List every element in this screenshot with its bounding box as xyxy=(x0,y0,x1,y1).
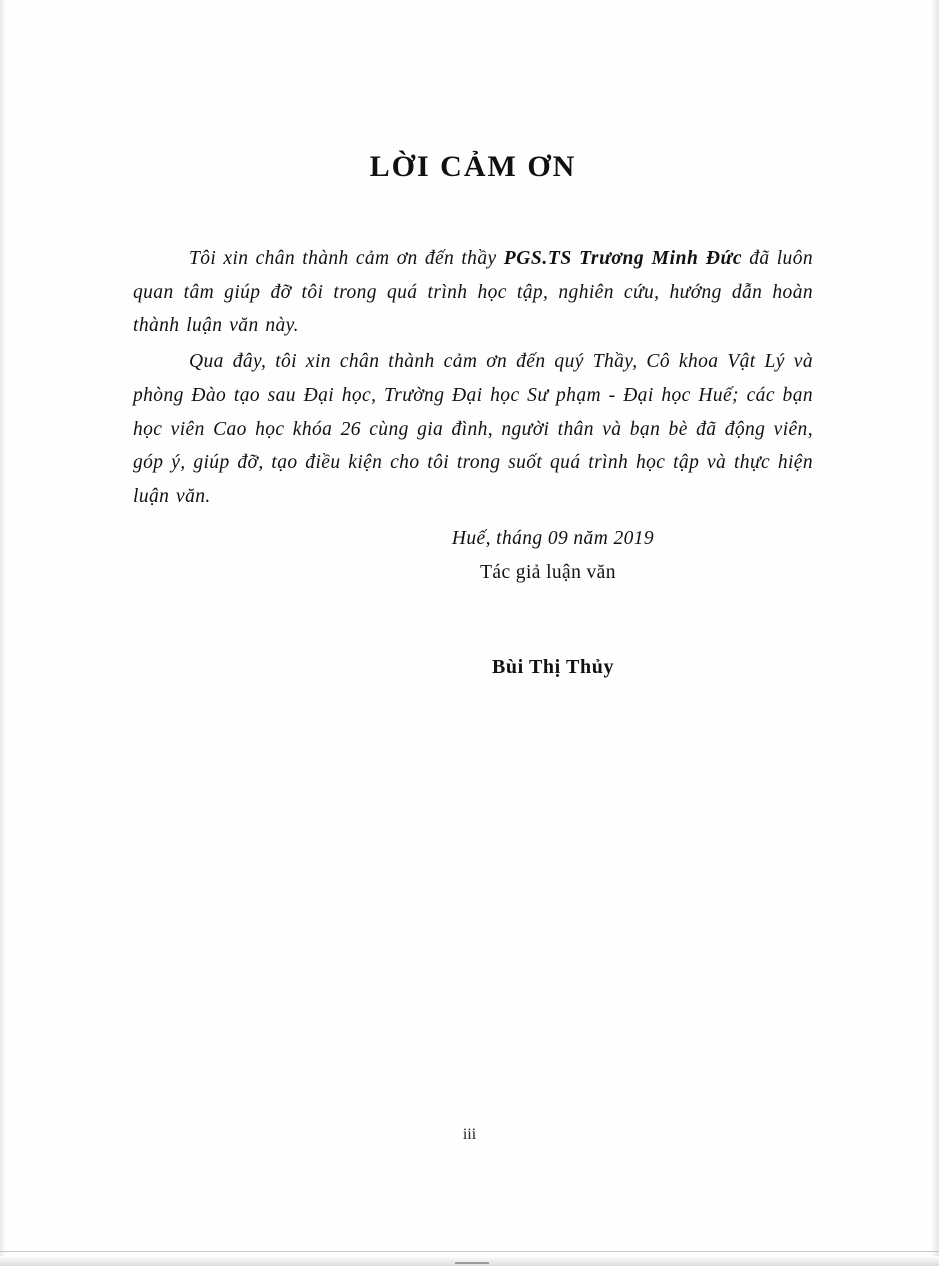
page-title: LỜI CẢM ƠN xyxy=(369,150,577,183)
scan-edge-right xyxy=(931,0,939,1266)
paragraph-acknowledgement-second: Qua đây, tôi xin chân thành cảm ơn đến quý Thầy, Cô khoa Vật Lý và phòng Đào tạo sau Đại học, Trường Đại học Sư phạm - Đại học Huế; các bạn học viên Cao học khóa 26 cùng gia đình, người thân và bạn bè đã động viên, góp ý, giúp đỡ, tạo điều kiện cho tôi trong suốt quá trình học tập và thực hiện luận văn. xyxy=(133,351,813,508)
closing-place-date: Huế, tháng 09 năm 2019 xyxy=(451,527,655,549)
closing-role: Tác giả luận văn xyxy=(480,562,616,583)
page-bottom-rule xyxy=(0,1251,939,1252)
paragraph-text-before-emphasis: Tôi xin chân thành cảm ơn đến thầy xyxy=(189,248,504,269)
document-body xyxy=(133,150,813,679)
paragraph-acknowledgement-first xyxy=(133,242,813,343)
page-number: iii xyxy=(462,1126,477,1143)
supervisor-name: PGS.TS Trương Minh Đức xyxy=(503,248,743,269)
page-bottom-mark xyxy=(455,1262,489,1264)
paragraph-text-after-emphasis: đã luôn quan tâm giúp đỡ tôi trong quá trình học tập, nghiên cứu, hướng dẫn hoàn thành luận văn này. xyxy=(133,248,813,337)
scan-edge-left xyxy=(0,0,6,1266)
author-signature: Bùi Thị Thủy xyxy=(491,656,615,679)
closing-block xyxy=(133,522,813,590)
scan-edge-bottom xyxy=(0,1256,939,1266)
